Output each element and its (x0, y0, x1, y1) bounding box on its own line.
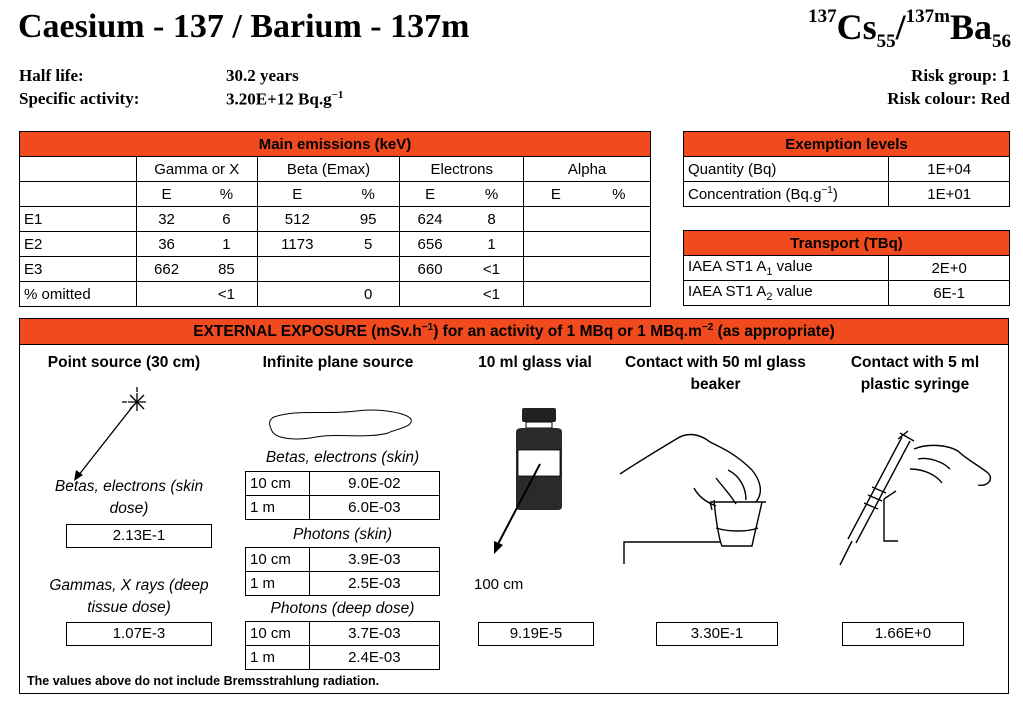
plane-source-icon (266, 407, 416, 447)
table-row (246, 496, 440, 520)
table-row (20, 207, 651, 232)
row-label: % omitted (20, 282, 137, 307)
table-row (684, 182, 1010, 207)
transport-value: 2E+0 (889, 256, 1010, 281)
dose: 6.0E-03 (309, 496, 439, 520)
sub-header: % (588, 182, 651, 207)
table-row (246, 646, 440, 670)
specific-activity-label: Specific activity: (19, 89, 140, 108)
exemption-label: Concentration $(Bq.g^{-1})$ (684, 182, 889, 207)
dose: 2.5E-03 (309, 572, 439, 596)
sub-header: E (524, 182, 588, 207)
cell: <1 (460, 257, 524, 282)
beaker-hand-icon (618, 424, 783, 564)
syringe-hand-icon (838, 429, 1008, 579)
cell: 5 (337, 232, 400, 257)
cell: 662 (136, 257, 196, 282)
exemption-label: Quantity (Bq) (684, 157, 889, 182)
distance: 1 m (246, 496, 310, 520)
betas-dose-value: 2.13E-1 (66, 524, 212, 548)
table-row (246, 572, 440, 596)
half-life-label: Half life: (19, 66, 84, 85)
transport-label: IAEA ST1 $A_2$ value (684, 281, 889, 306)
table-row (20, 257, 651, 282)
cell: 32 (136, 207, 196, 232)
exemption-value: 1E+04 (889, 157, 1010, 182)
emissions-table (19, 131, 651, 307)
group-header: Beta (Emax) (257, 157, 400, 182)
dose: 9.0E-02 (309, 472, 439, 496)
dose: 3.9E-03 (309, 548, 439, 572)
cell: 8 (460, 207, 524, 232)
cell (257, 257, 337, 282)
transport-title: Transport (TBq) (684, 231, 1010, 256)
plane-source-title: Infinite plane source (262, 354, 414, 371)
cell (337, 257, 400, 282)
group-header: Electrons (400, 157, 524, 182)
table-row (246, 622, 440, 646)
cell (524, 257, 588, 282)
gammas-dose-label: Gammas, X rays (deep tissue dose) (49, 577, 209, 616)
sub-header: E (400, 182, 460, 207)
point-source-title: Point source (30 cm) (47, 354, 201, 371)
cell (524, 232, 588, 257)
distance: 10 cm (246, 472, 310, 496)
distance: 1 m (246, 646, 310, 670)
specific-activity-value: 3.20E+12 $Bq.g^{-1}$ (226, 89, 344, 109)
syringe-value: 1.66E+0 (842, 622, 964, 646)
cell (257, 282, 337, 307)
dose: 2.4E-03 (309, 646, 439, 670)
nuclide-formula: $^{137}Cs_{55}/^{137m}Ba_{56}$ (808, 6, 1011, 52)
table-row (684, 281, 1010, 306)
cell: <1 (460, 282, 524, 307)
plane-table-photons-deep (245, 621, 440, 670)
distance: 10 cm (246, 622, 310, 646)
betas-dose-label: Betas, electrons (skin dose) (54, 478, 204, 517)
syringe-title: Contact with 5 ml plastic syringe (850, 354, 980, 393)
sub-header: E (136, 182, 196, 207)
page-title: Caesium - 137 / Barium - 137m (18, 8, 470, 45)
exemption-table (683, 131, 1010, 207)
plane-section-label: Photons (skin) (292, 526, 393, 543)
plane-table-betas (245, 471, 440, 520)
row-label: E3 (20, 257, 137, 282)
cell (588, 282, 651, 307)
cell: 1 (196, 232, 257, 257)
cell (400, 282, 460, 307)
sub-header: % (337, 182, 400, 207)
sub-header: % (460, 182, 524, 207)
cell (524, 282, 588, 307)
footnote: The values above do not include Bremsstrahlung radiation. (27, 674, 380, 688)
group-header: Gamma or X (136, 157, 257, 182)
cell: 36 (136, 232, 196, 257)
vial-distance: 100 cm (474, 576, 524, 593)
external-exposure-panel (19, 318, 1009, 694)
transport-label: IAEA ST1 $A_1$ value (684, 256, 889, 281)
cell: 6 (196, 207, 257, 232)
exemption-value: 1E+01 (889, 182, 1010, 207)
beaker-title: Contact with 50 ml glass beaker (625, 354, 806, 393)
transport-value: 6E-1 (889, 281, 1010, 306)
cell: 624 (400, 207, 460, 232)
distance: 10 cm (246, 548, 310, 572)
gammas-dose-value: 1.07E-3 (66, 622, 212, 646)
row-label: E2 (20, 232, 137, 257)
transport-table (683, 230, 1010, 306)
cell: 1 (460, 232, 524, 257)
table-row (246, 472, 440, 496)
cell: 85 (196, 257, 257, 282)
cell: 0 (337, 282, 400, 307)
table-row (684, 256, 1010, 281)
risk-colour: Risk colour: Red (887, 89, 1010, 108)
vial-value: 9.19E-5 (478, 622, 594, 646)
table-row (20, 282, 651, 307)
plane-section-label: Betas, electrons (skin) (265, 449, 420, 466)
dose: 3.7E-03 (309, 622, 439, 646)
table-row (20, 232, 651, 257)
sub-header: E (257, 182, 337, 207)
group-header: Alpha (524, 157, 651, 182)
vial-icon (482, 404, 582, 564)
table-row (684, 157, 1010, 182)
cell: 512 (257, 207, 337, 232)
cell (524, 207, 588, 232)
distance: 1 m (246, 572, 310, 596)
beaker-value: 3.30E-1 (656, 622, 778, 646)
cell: 660 (400, 257, 460, 282)
point-source-icon (60, 384, 160, 484)
exemption-title: Exemption levels (684, 132, 1010, 157)
plane-table-photons-skin (245, 547, 440, 596)
half-life-value: 30.2 years (226, 66, 299, 85)
external-exposure-title: EXTERNAL EXPOSURE $(mSv.h^{-1})$ for an activity of 1 MBq or 1 $MBq.m^{-2}$ (as appropriate) (20, 319, 1008, 345)
table-row (246, 548, 440, 572)
sub-header: % (196, 182, 257, 207)
emissions-title: Main emissions (keV) (20, 132, 651, 157)
plane-section-label: Photons (deep dose) (270, 600, 415, 617)
vial-title: 10 ml glass vial (478, 354, 592, 371)
cell: <1 (196, 282, 257, 307)
cell (588, 232, 651, 257)
cell: 1173 (257, 232, 337, 257)
cell: 95 (337, 207, 400, 232)
cell (588, 257, 651, 282)
cell: 656 (400, 232, 460, 257)
cell (588, 207, 651, 232)
risk-group: Risk group: 1 (911, 66, 1010, 85)
row-label: E1 (20, 207, 137, 232)
cell (136, 282, 196, 307)
